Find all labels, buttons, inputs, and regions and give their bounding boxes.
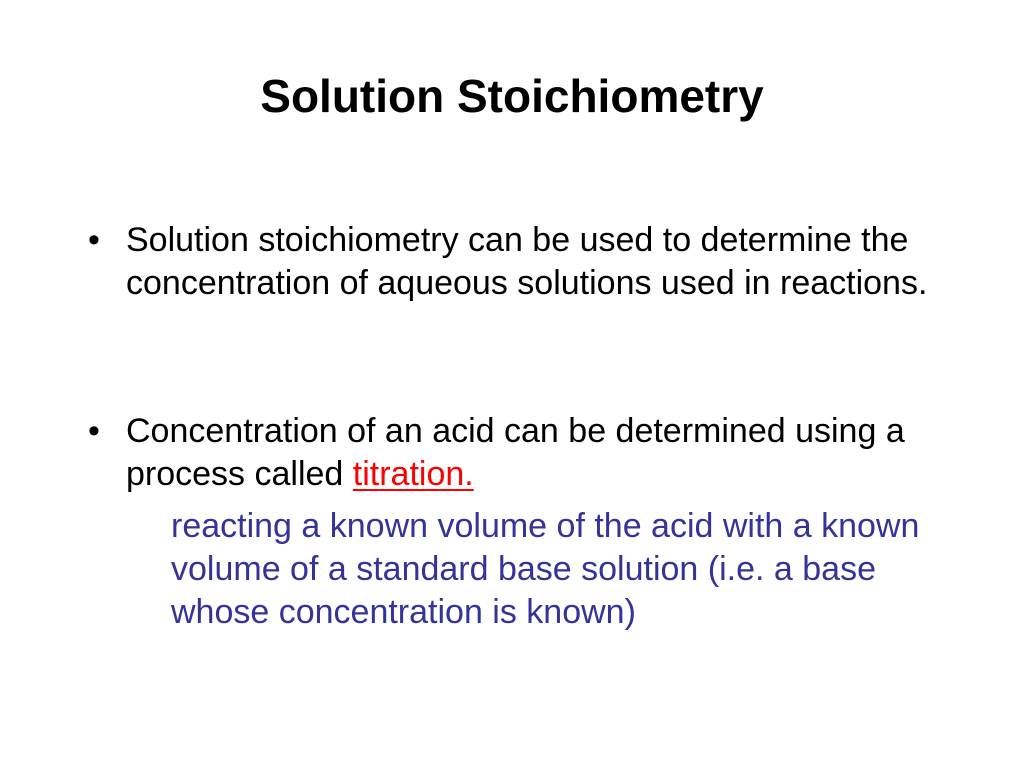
titration-term: titration. — [352, 455, 474, 493]
titration-definition: reacting a known volume of the acid with a known volume of a standard base solution (i.e. a base whose concentration is known) — [171, 507, 920, 631]
bullet-item-1 — [88, 219, 948, 305]
bullet-item-2 — [88, 410, 948, 496]
bullet-marker: • — [88, 412, 100, 450]
slide-title: Solution Stoichiometry — [260, 70, 764, 122]
bullet-text-2 — [126, 410, 948, 496]
bullet-marker: • — [88, 221, 100, 259]
bullet-text-2-body: Concentration of an acid can be determined using a process called — [126, 412, 905, 493]
bullet-text-1: Solution stoichiometry can be used to determine the concentration of aqueous solutions used in reactions. — [126, 221, 928, 302]
